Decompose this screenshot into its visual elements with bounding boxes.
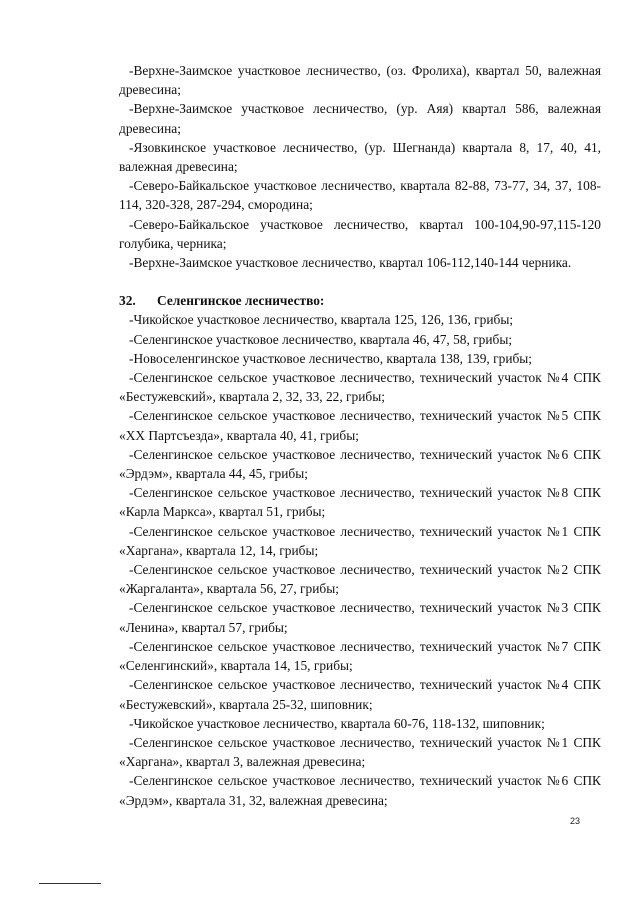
list-item: -Селенгинское участковое лесничество, квартала 46, 47, 58, грибы; xyxy=(129,331,513,347)
list-item: -Селенгинское сельское участковое лесничество, технический участок №5 СПК «XX Партсъезда», квартала 40, 41, грибы; xyxy=(119,408,601,443)
list-item: -Селенгинское сельское участковое лесничество, технический участок №4 СПК «Бестужевский», квартала 25-32, шиповник; xyxy=(119,677,601,712)
document-body xyxy=(119,61,601,810)
list-item: -Селенгинское сельское участковое лесничество, технический участок №6 СПК «Эрдэм», квартала 31, 32, валежная древесина; xyxy=(119,773,601,808)
list-item: -Новоселенгинское участковое лесничество, квартала 138, 139, грибы; xyxy=(129,350,533,366)
list-item: -Селенгинское сельское участковое лесничество, технический участок №7 СПК «Селенгинский», квартала 14, 15, грибы; xyxy=(119,638,601,674)
list-item: -Селенгинское сельское участковое лесничество, технический участок №1 СПК «Харгана», квартала 12, 14, грибы; xyxy=(119,523,601,558)
list-item: -Верхне-Заимское участковое лесничество, (ур. Аяя) квартал 586, валежная древесина; xyxy=(119,101,601,136)
list-item: -Чикойское участковое лесничество, квартала 125, 126, 136, грибы; xyxy=(129,312,514,328)
list-item: -Язовкинское участковое лесничество, (ур. Шегнанда) квартала 8, 17, 40, 41, валежная древесина; xyxy=(119,139,601,175)
list-item: -Верхне-Заимское участковое лесничество, (оз. Фролиха), квартал 50, валежная древесина; xyxy=(119,63,601,98)
section-number: 32. xyxy=(119,293,136,309)
page-number: 23 xyxy=(570,816,581,826)
list-item: -Чикойское участковое лесничество, квартала 60-76, 118-132, шиповник; xyxy=(129,715,545,731)
list-item: -Селенгинское сельское участковое лесничество, технический участок №1 СПК «Харгана», квартал 3, валежная древесина; xyxy=(119,734,601,770)
list-item: -Северо-Байкальское участковое лесничество, квартала 82-88, 73-77, 34, 37, 108-114, 320-328, 287-294, смородина; xyxy=(119,178,601,213)
section-heading xyxy=(119,291,601,310)
list-item: -Селенгинское сельское участковое лесничество, технический участок №3 СПК «Ленина», квартал 57, грибы; xyxy=(119,600,601,635)
list-item: -Верхне-Заимское участковое лесничество, квартал 106-112,140-144 черника. xyxy=(129,255,572,271)
list-item: -Селенгинское сельское участковое лесничество, технический участок №6 СПК «Эрдэм», квартала 44, 45, грибы; xyxy=(119,446,601,482)
footnote-divider xyxy=(39,883,101,884)
list-item: -Северо-Байкальское участковое лесничество, квартал 100-104,90-97,115-120 голубика, черника; xyxy=(119,216,601,251)
list-item: -Селенгинское сельское участковое лесничество, технический участок №4 СПК «Бестужевский», квартала 2, 32, 33, 22, грибы; xyxy=(119,370,601,405)
list-item: -Селенгинское сельское участковое лесничество, технический участок №2 СПК «Жаргаланта», квартала 56, 27, грибы; xyxy=(119,562,601,597)
section-title: Селенгинское лесничество: xyxy=(157,293,325,309)
list-item: -Селенгинское сельское участковое лесничество, технический участок №8 СПК «Карла Маркса», квартал 51, грибы; xyxy=(119,485,601,520)
